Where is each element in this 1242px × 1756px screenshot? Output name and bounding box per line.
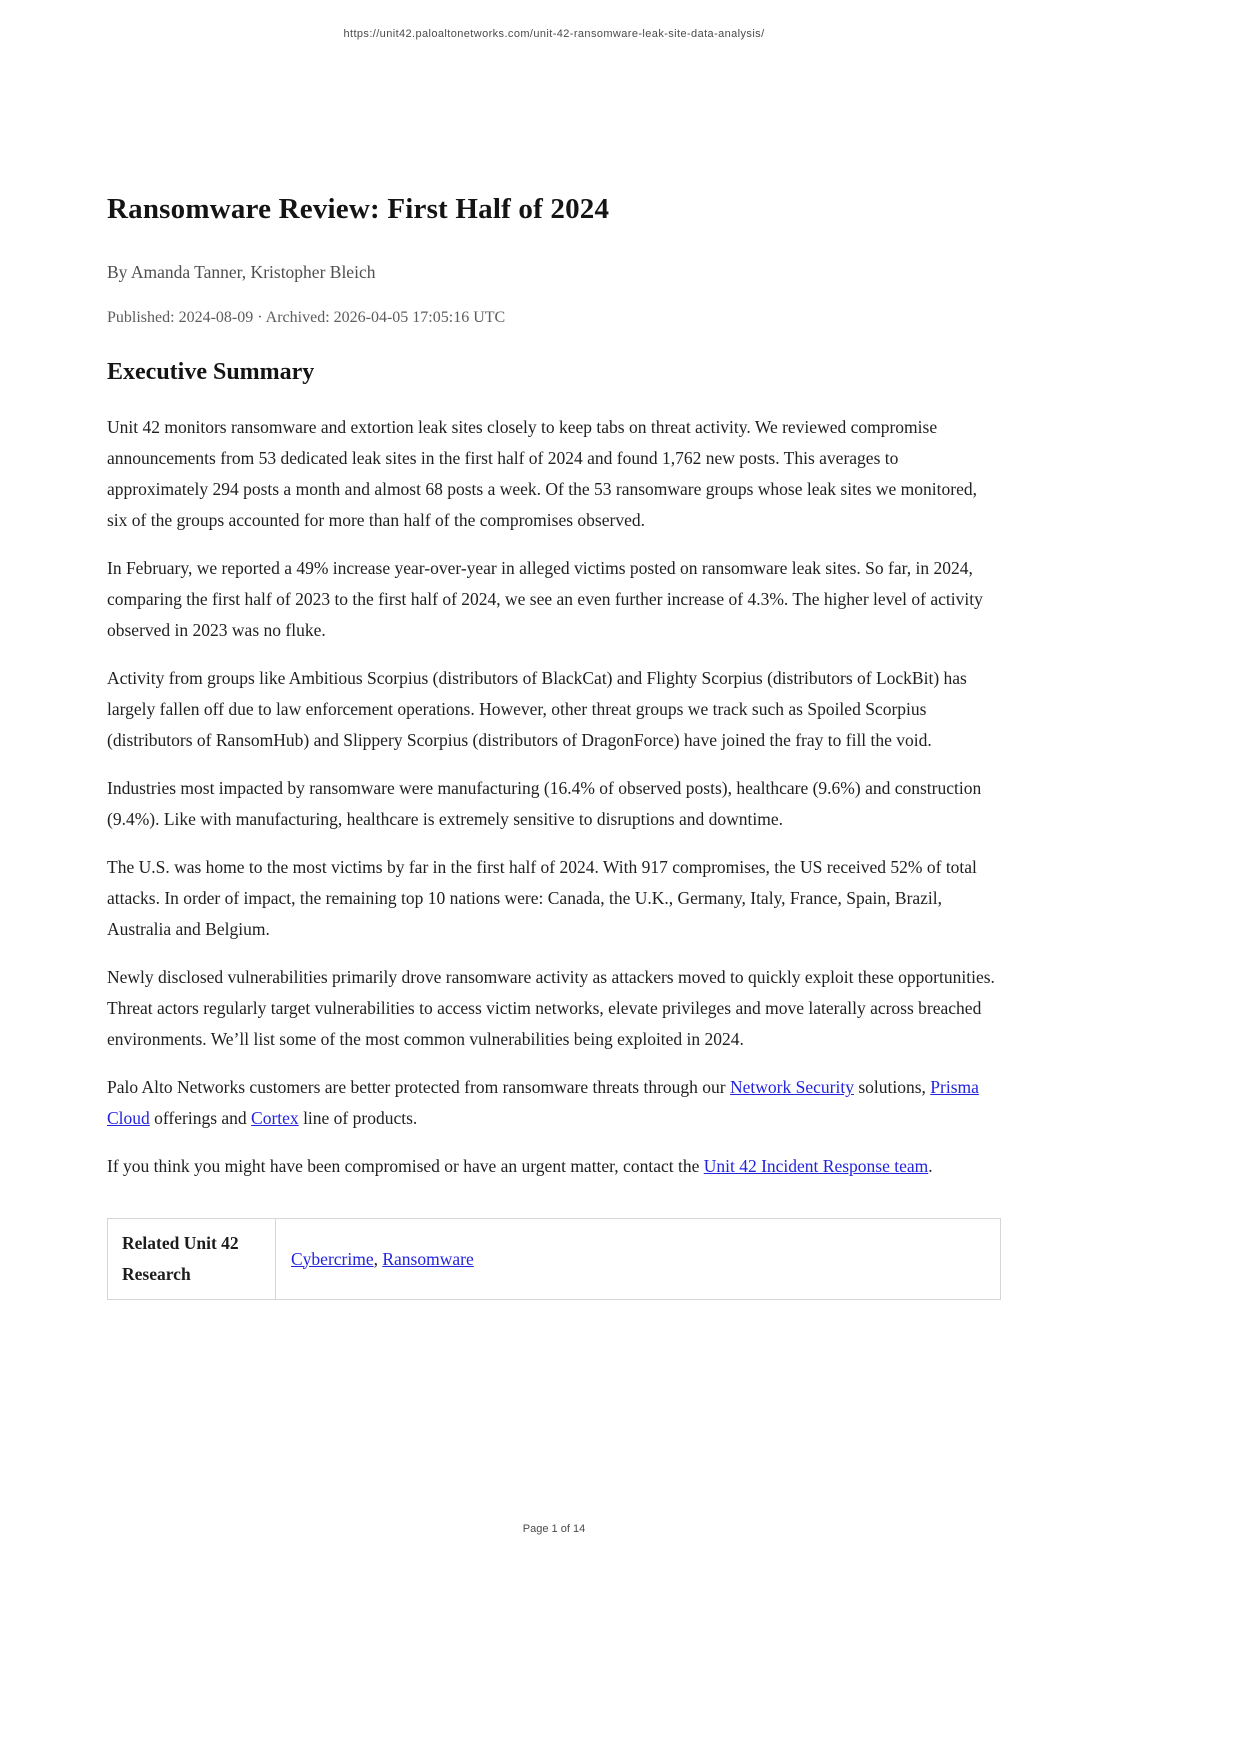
paragraph-3: Activity from groups like Ambitious Scorpius (distributors of BlackCat) and Flighty Scorpius (distributors of LockBit) has largely fallen off due to law enforcement operations. However, other threat groups we track such as Spoiled Scorpius (distributors of RansomHub) and Slippery Scorpius (distributors of DragonForce) have joined the fray to fill the void. bbox=[107, 668, 967, 750]
article-title: Ransomware Review: First Half of 2024 bbox=[107, 193, 610, 225]
section-heading-executive-summary: Executive Summary bbox=[107, 359, 315, 385]
paragraph-1: Unit 42 monitors ransomware and extortion leak sites closely to keep tabs on threat activity. We reviewed compromise announcements from 53 dedicated leak sites in the first half of 2024 and found 1,762 new posts. This averages to approximately 294 posts a month and almost 68 posts a week. Of the 53 ransomware groups whose leak sites we monitored, six of the groups accounted for more than half of the compromises observed. bbox=[107, 417, 977, 530]
paragraph-text: If you think you might have been compromised or have an urgent matter, contact the bbox=[107, 1156, 704, 1176]
paragraph-7-protection bbox=[107, 1072, 1001, 1134]
print-header-url: https://unit42.paloaltonetworks.com/unit-42-ransomware-leak-site-data-analysis/ bbox=[343, 28, 765, 40]
paragraph-8-contact bbox=[107, 1151, 1001, 1182]
paragraph-4: Industries most impacted by ransomware were manufacturing (16.4% of observed posts), healthcare (9.6%) and construction (9.4%). Like with manufacturing, healthcare is extremely sensitive to disruptions and downtime. bbox=[107, 778, 982, 829]
publish-archive-meta: Published: 2024-08-09 · Archived: 2026-04-05 17:05:16 UTC bbox=[107, 309, 506, 326]
related-research-links-cell bbox=[276, 1219, 1001, 1300]
paragraph-text: . bbox=[928, 1156, 933, 1176]
network-security-link[interactable]: Network Security bbox=[730, 1077, 854, 1097]
print-footer-page-number: Page 1 of 14 bbox=[522, 1523, 586, 1535]
related-research-label: Related Unit 42 Research bbox=[108, 1219, 276, 1300]
related-research-row bbox=[108, 1219, 1001, 1300]
prisma-cloud-link[interactable]: Prisma Cloud bbox=[107, 1077, 979, 1128]
link-separator: , bbox=[373, 1248, 383, 1269]
paragraph-text: solutions, bbox=[853, 1077, 931, 1097]
paragraph-2: In February, we reported a 49% increase year-over-year in alleged victims posted on ransomware leak sites. So far, in 2024, comparing the first half of 2023 to the first half of 2024, we see an even further increase of 4.3%. The higher level of activity observed in 2023 was no fluke. bbox=[107, 558, 983, 640]
ransomware-link[interactable]: Ransomware bbox=[382, 1248, 474, 1269]
cortex-link[interactable]: Cortex bbox=[251, 1108, 299, 1128]
paragraph-text: offerings and bbox=[149, 1108, 252, 1128]
related-research-table bbox=[107, 1218, 1001, 1300]
paragraph-5: The U.S. was home to the most victims by far in the first half of 2024. With 917 compromises, the US received 52% of total attacks. In order of impact, the remaining top 10 nations were: Canada, the U.K., Germany, Italy, France, Spain, Brazil, Australia and Belgium. bbox=[107, 857, 977, 939]
unit42-incident-response-link[interactable]: Unit 42 Incident Response team bbox=[703, 1156, 929, 1176]
paragraph-text: line of products. bbox=[298, 1108, 418, 1128]
paragraph-6: Newly disclosed vulnerabilities primarily drove ransomware activity as attackers moved to quickly exploit these opportunities. Threat actors regularly target vulnerabilities to access victim networks, elevate privileges and move laterally across breached environments. We’ll list some of the most common vulnerabilities being exploited in 2024. bbox=[107, 967, 995, 1049]
article bbox=[107, 193, 1001, 1300]
cybercrime-link[interactable]: Cybercrime bbox=[291, 1248, 374, 1269]
paragraph-text: Palo Alto Networks customers are better protected from ransomware threats through our bbox=[107, 1077, 731, 1097]
byline: By Amanda Tanner, Kristopher Bleich bbox=[107, 262, 376, 282]
